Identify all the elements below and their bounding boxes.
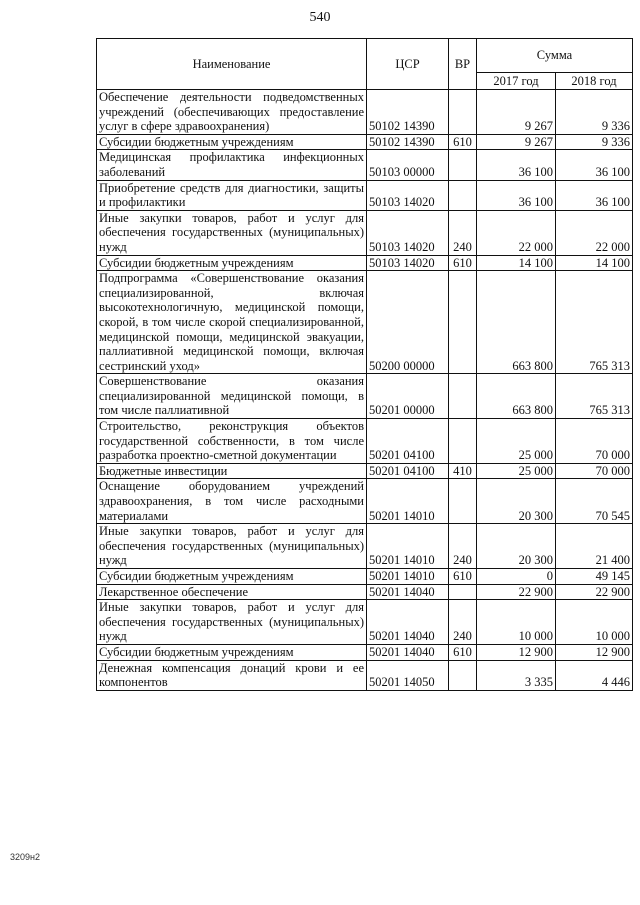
row-vr: 610 bbox=[449, 569, 477, 585]
row-csr: 50103 14020 bbox=[367, 255, 449, 271]
row-name: Оснащение оборудованием учреждений здравоохранения, в том числе расходными материалами bbox=[97, 479, 367, 524]
row-sum-2017: 25 000 bbox=[477, 419, 556, 464]
row-vr bbox=[449, 374, 477, 419]
row-sum-2018: 70 000 bbox=[556, 419, 633, 464]
row-name: Субсидии бюджетным учреждениям bbox=[97, 134, 367, 150]
table-row bbox=[97, 644, 633, 660]
row-sum-2018: 21 400 bbox=[556, 524, 633, 569]
row-csr: 50102 14390 bbox=[367, 90, 449, 135]
page-number: 540 bbox=[309, 10, 331, 25]
row-csr: 50201 14040 bbox=[367, 600, 449, 645]
header-year-2017: 2017 год bbox=[477, 73, 556, 90]
row-sum-2018: 49 145 bbox=[556, 569, 633, 585]
budget-table bbox=[96, 38, 633, 691]
row-csr: 50200 00000 bbox=[367, 271, 449, 374]
row-sum-2018: 765 313 bbox=[556, 374, 633, 419]
table-row bbox=[97, 150, 633, 180]
row-vr: 240 bbox=[449, 524, 477, 569]
row-sum-2017: 3 335 bbox=[477, 660, 556, 690]
table-row bbox=[97, 584, 633, 600]
row-csr: 50201 14010 bbox=[367, 479, 449, 524]
row-sum-2017: 20 300 bbox=[477, 479, 556, 524]
row-vr bbox=[449, 180, 477, 210]
table-row bbox=[97, 463, 633, 479]
row-sum-2017: 10 000 bbox=[477, 600, 556, 645]
row-sum-2017: 9 267 bbox=[477, 90, 556, 135]
row-name: Денежная компенсация донаций крови и ее компонентов bbox=[97, 660, 367, 690]
table-row bbox=[97, 569, 633, 585]
row-name: Медицинская профилактика инфекционных заболеваний bbox=[97, 150, 367, 180]
row-vr: 410 bbox=[449, 463, 477, 479]
row-vr: 610 bbox=[449, 255, 477, 271]
table-row bbox=[97, 524, 633, 569]
row-sum-2018: 14 100 bbox=[556, 255, 633, 271]
row-sum-2018: 22 900 bbox=[556, 584, 633, 600]
row-csr: 50201 04100 bbox=[367, 463, 449, 479]
row-name: Иные закупки товаров, работ и услуг для обеспечения государственных (муниципальных) нужд bbox=[97, 524, 367, 569]
row-sum-2018: 70 000 bbox=[556, 463, 633, 479]
row-vr bbox=[449, 660, 477, 690]
table-row bbox=[97, 374, 633, 419]
table-row bbox=[97, 210, 633, 255]
row-name: Совершенствование оказания специализированной медицинской помощи, в том числе паллиативной bbox=[97, 374, 367, 419]
row-sum-2017: 12 900 bbox=[477, 644, 556, 660]
row-csr: 50201 14050 bbox=[367, 660, 449, 690]
row-name: Субсидии бюджетным учреждениям bbox=[97, 255, 367, 271]
row-name: Лекарственное обеспечение bbox=[97, 584, 367, 600]
row-sum-2018: 36 100 bbox=[556, 180, 633, 210]
row-sum-2018: 22 000 bbox=[556, 210, 633, 255]
header-year-2018: 2018 год bbox=[556, 73, 633, 90]
row-sum-2018: 9 336 bbox=[556, 90, 633, 135]
row-name: Иные закупки товаров, работ и услуг для обеспечения государственных (муниципальных) нужд bbox=[97, 210, 367, 255]
row-vr: 240 bbox=[449, 600, 477, 645]
table-row bbox=[97, 180, 633, 210]
row-csr: 50201 14040 bbox=[367, 584, 449, 600]
header-csr: ЦСР bbox=[367, 39, 449, 90]
row-sum-2017: 14 100 bbox=[477, 255, 556, 271]
row-csr: 50103 14020 bbox=[367, 180, 449, 210]
row-sum-2017: 25 000 bbox=[477, 463, 556, 479]
table-row bbox=[97, 600, 633, 645]
row-csr: 50201 14010 bbox=[367, 569, 449, 585]
row-name: Субсидии бюджетным учреждениям bbox=[97, 644, 367, 660]
row-name: Субсидии бюджетным учреждениям bbox=[97, 569, 367, 585]
header-name: Наименование bbox=[97, 39, 367, 90]
row-csr: 50103 14020 bbox=[367, 210, 449, 255]
row-sum-2017: 0 bbox=[477, 569, 556, 585]
row-name: Подпрограмма «Совершенствование оказания специализированной, включая высокотехнологичную, медицинской помощи, скорой, в том числе скорой специализированной, медицинской помощи, медицинской эвакуации, паллиативной медицинской помощи, включая сестринский уход» bbox=[97, 271, 367, 374]
row-sum-2018: 4 446 bbox=[556, 660, 633, 690]
row-sum-2018: 70 545 bbox=[556, 479, 633, 524]
row-sum-2017: 663 800 bbox=[477, 271, 556, 374]
row-sum-2018: 36 100 bbox=[556, 150, 633, 180]
row-sum-2017: 20 300 bbox=[477, 524, 556, 569]
row-name: Строительство, реконструкция объектов государственной собственности, в том числе разработка проектно-сметной документации bbox=[97, 419, 367, 464]
row-name: Бюджетные инвестиции bbox=[97, 463, 367, 479]
row-sum-2017: 22 900 bbox=[477, 584, 556, 600]
row-name: Приобретение средств для диагностики, защиты и профилактики bbox=[97, 180, 367, 210]
row-csr: 50103 00000 bbox=[367, 150, 449, 180]
row-vr bbox=[449, 271, 477, 374]
table-row bbox=[97, 660, 633, 690]
row-vr: 610 bbox=[449, 644, 477, 660]
row-csr: 50201 04100 bbox=[367, 419, 449, 464]
row-vr bbox=[449, 584, 477, 600]
table-row bbox=[97, 255, 633, 271]
table-row bbox=[97, 90, 633, 135]
row-name: Иные закупки товаров, работ и услуг для обеспечения государственных (муниципальных) нужд bbox=[97, 600, 367, 645]
row-csr: 50201 00000 bbox=[367, 374, 449, 419]
row-vr bbox=[449, 150, 477, 180]
table-row bbox=[97, 419, 633, 464]
row-sum-2017: 36 100 bbox=[477, 180, 556, 210]
row-sum-2017: 22 000 bbox=[477, 210, 556, 255]
header-vr: ВР bbox=[449, 39, 477, 90]
row-vr bbox=[449, 479, 477, 524]
row-sum-2017: 9 267 bbox=[477, 134, 556, 150]
row-sum-2017: 663 800 bbox=[477, 374, 556, 419]
row-vr bbox=[449, 419, 477, 464]
row-vr bbox=[449, 90, 477, 135]
table-body bbox=[97, 90, 633, 691]
header-sum: Сумма bbox=[477, 39, 633, 73]
row-sum-2018: 765 313 bbox=[556, 271, 633, 374]
table-row bbox=[97, 479, 633, 524]
table-row bbox=[97, 271, 633, 374]
row-sum-2018: 9 336 bbox=[556, 134, 633, 150]
row-name: Обеспечение деятельности подведомственных учреждений (обеспечивающих предоставление услуг в сфере здравоохранения) bbox=[97, 90, 367, 135]
row-csr: 50201 14040 bbox=[367, 644, 449, 660]
row-vr: 240 bbox=[449, 210, 477, 255]
table-header bbox=[97, 39, 633, 90]
row-vr: 610 bbox=[449, 134, 477, 150]
row-csr: 50201 14010 bbox=[367, 524, 449, 569]
row-csr: 50102 14390 bbox=[367, 134, 449, 150]
footer-code: 3209н2 bbox=[10, 852, 40, 862]
row-sum-2018: 12 900 bbox=[556, 644, 633, 660]
table-row bbox=[97, 134, 633, 150]
row-sum-2017: 36 100 bbox=[477, 150, 556, 180]
row-sum-2018: 10 000 bbox=[556, 600, 633, 645]
